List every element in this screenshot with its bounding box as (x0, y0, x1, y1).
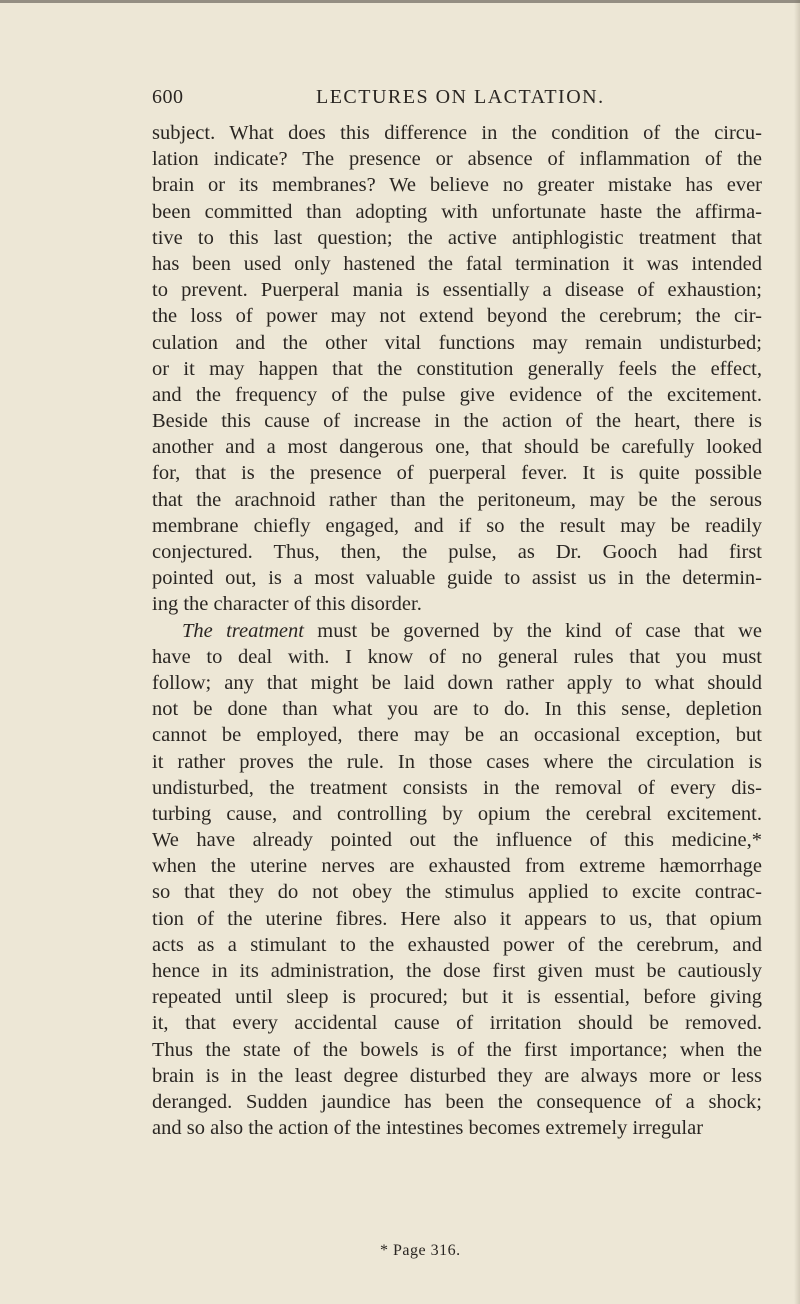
text-line: We have already pointed out the influence of this medicine,* (152, 829, 762, 852)
text-line: hence in its administration, the dose first given must be cautiously (152, 960, 762, 982)
text-line: repeated until sleep is procured; but it is essential, before giving (152, 986, 762, 1009)
text-line: deranged. Sudden jaundice has been the consequence of a shock; (152, 1090, 762, 1113)
paragraph-first-rest: must be governed by the kind of case that we (303, 619, 762, 642)
italic-heading: The treatment (182, 619, 304, 642)
text-line: membrane chiefly engaged, and if so the result may be readily (152, 514, 762, 537)
page-edge-shadow (794, 0, 800, 1304)
page-header (152, 86, 752, 116)
text-line: pointed out, is a most valuable guide to assist us in the determin- (152, 567, 762, 590)
text-line: has been used only hastened the fatal termination it was intended (152, 252, 762, 275)
text-line: acts as a stimulant to the exhausted power of the cerebrum, and (152, 933, 762, 956)
text-line: that the arachnoid rather than the peritoneum, may be the serous (152, 488, 762, 511)
running-title: LECTURES ON LACTATION. (316, 86, 605, 108)
text-line: for, that is the presence of puerperal fever. It is quite possible (152, 462, 762, 485)
text-line: culation and the other vital functions may remain undisturbed; (152, 331, 762, 354)
text-line: not be done than what you are to do. In this sense, depletion (152, 698, 762, 721)
text-line: brain is in the least degree disturbed they are always more or less (152, 1064, 762, 1087)
text-line: or it may happen that the constitution generally feels the effect, (152, 357, 762, 380)
text-line: tive to this last question; the active antiphlogistic treatment that (152, 226, 762, 249)
top-edge-rule (0, 0, 800, 3)
text-line: it, that every accidental cause of irritation should be removed. (152, 1012, 762, 1035)
text-line: subject. What does this difference in the condition of the circu- (152, 122, 762, 144)
text-line: ing the character of this disorder. (152, 593, 422, 616)
text-line: turbing cause, and controlling by opium the cerebral excitement. (152, 802, 762, 825)
text-line: and the frequency of the pulse give evidence of the excitement. (152, 383, 762, 406)
text-line: so that they do not obey the stimulus applied to excite contrac- (152, 881, 762, 904)
text-line: to prevent. Puerperal mania is essentially a disease of exhaustion; (152, 279, 762, 302)
text-line: Thus the state of the bowels is of the first importance; when the (152, 1038, 762, 1061)
paragraph-first-line (152, 618, 762, 644)
text-line: and so also the action of the intestines becomes extremely irregular (152, 1117, 704, 1140)
text-line: been committed than adopting with unfortunate haste the affirma- (152, 200, 762, 223)
text-line: it rather proves the rule. In those cases where the circulation is (152, 750, 762, 773)
text-line: follow; any that might be laid down rather apply to what should (152, 671, 762, 694)
footnote: * Page 316. (380, 1242, 461, 1259)
page-number: 600 (152, 86, 184, 108)
text-line: tion of the uterine fibres. Here also it appears to us, that opium (152, 907, 762, 930)
text-line: cannot be employed, there may be an occasional exception, but (152, 724, 762, 747)
text-line: lation indicate? The presence or absence of inflammation of the (152, 148, 762, 171)
text-line: have to deal with. I know of no general rules that you must (152, 645, 762, 668)
text-line: conjectured. Thus, then, the pulse, as Dr. Gooch had first (152, 541, 762, 563)
body-text (152, 120, 762, 1141)
text-line: undisturbed, the treatment consists in the removal of every dis- (152, 776, 762, 799)
text-line: brain or its membranes? We believe no greater mistake has ever (152, 174, 762, 197)
text-line: Beside this cause of increase in the action of the heart, there is (152, 410, 762, 433)
text-line: when the uterine nerves are exhausted from extreme hæmorrhage (152, 855, 762, 878)
text-line: another and a most dangerous one, that should be carefully looked (152, 436, 762, 459)
text-line: the loss of power may not extend beyond the cerebrum; the cir- (152, 305, 762, 328)
